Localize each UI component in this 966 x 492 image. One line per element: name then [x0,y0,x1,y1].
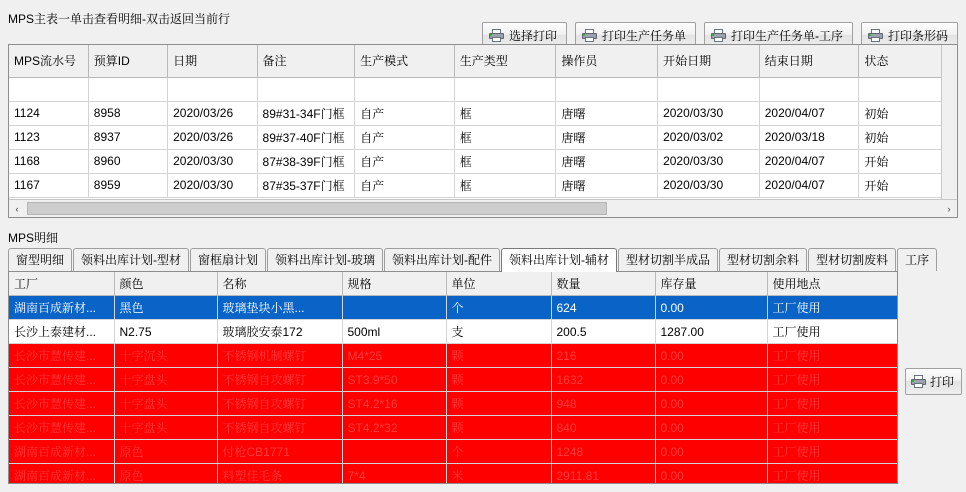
main-grid-vertical-scrollbar[interactable] [941,45,957,199]
cell: 624 [551,296,655,320]
cell: 1130 [9,77,88,101]
tab-process[interactable]: 工序 [897,248,937,271]
col-production-mode[interactable]: 生产模式 [355,45,455,77]
cell: 玻璃胶安泰172 [217,320,342,344]
cell: 200.5 [551,320,655,344]
cell: ST4.2*32 [342,416,446,440]
cell: 1168 [9,149,88,173]
cell: 948 [551,392,655,416]
page-title: MPS主表一单击查看明细-双击返回当前行 [8,12,231,26]
cell: 87#35-37F门框 [257,173,355,197]
cell: 2021/04/10 [759,77,859,101]
printer-icon [911,375,926,388]
cell: 个 [446,440,551,464]
col-factory[interactable]: 工厂 [9,272,114,296]
detail-grid[interactable] [8,271,898,484]
cell: 8958 [88,101,167,125]
cell: 框 [454,101,556,125]
cell: 框 [454,173,556,197]
detail-tabs [8,247,958,271]
col-status[interactable]: 状态 [859,45,957,77]
cell: 0.00 [655,440,767,464]
cell: 支 [446,320,551,344]
cell: 十字沉头 [114,344,217,368]
cell: 十字盘头 [114,416,217,440]
cell: 不锈钢自攻螺钉 [217,368,342,392]
main-grid-horizontal-scrollbar[interactable] [9,199,957,217]
cell: 初始 [859,101,957,125]
mps-table [9,45,957,198]
table-row[interactable] [9,125,957,149]
print-production-order-label: 打印生产任务单 [601,29,686,43]
tab-material-plan-accessories[interactable]: 领料出库计划-配件 [384,248,500,271]
cell: 1167 [9,173,88,197]
cell: 料塑佳毛条 [217,464,342,485]
cell: 0.00 [655,296,767,320]
cell: 唐曙 [556,101,658,125]
print-production-order-process-label: 打印生产任务单-工序 [730,29,843,43]
cell: 工厂使用 [767,416,897,440]
printer-icon [711,29,726,42]
mps-grid-viewport [9,45,957,199]
cell: 长沙市慧传建... [9,392,114,416]
cell: 初始 [859,125,957,149]
table-row[interactable] [9,296,897,320]
cell: 自产 [355,77,455,101]
table-row[interactable] [9,173,957,197]
cell: 湖南百成新材... [9,464,114,485]
table-row[interactable] [9,344,897,368]
print-barcode-label: 打印条形码 [887,29,948,43]
cell: 扇 [454,77,556,101]
detail-print-label: 打印 [930,375,955,389]
col-spec[interactable]: 规格 [342,272,446,296]
cell: 颗 [446,392,551,416]
cell: 0.00 [655,344,767,368]
cell: 原色 [114,464,217,485]
scroll-thumb[interactable] [27,202,607,215]
table-row[interactable] [9,464,897,485]
cell: 77#1-9F门扇 [257,77,355,101]
col-operator[interactable]: 操作员 [556,45,658,77]
cell: 自产 [355,149,455,173]
cell [342,440,446,464]
detail-print-button[interactable] [905,368,962,395]
tab-profile-cut-waste[interactable]: 型材切割废料 [808,248,896,271]
cell: 黑色 [114,296,217,320]
cell: 2020/03/30 [168,173,257,197]
cell: 0.00 [655,416,767,440]
col-stock[interactable]: 库存量 [655,272,767,296]
printer-icon [489,29,504,42]
cell: 付枪CB1771 [217,440,342,464]
cell: 2020/04/07 [759,173,859,197]
cell: 颗 [446,368,551,392]
tab-profile-cut-remainder[interactable]: 型材切割余料 [719,248,807,271]
cell: 自产 [355,101,455,125]
cell: 栗娜 [556,77,658,101]
cell: 十字盘头 [114,392,217,416]
tab-material-plan-auxiliary[interactable]: 领料出库计划-辅材 [501,248,617,272]
cell: 2020/03/18 [759,125,859,149]
cell: 工厂使用 [767,392,897,416]
cell: 2020/03/26 [168,125,257,149]
col-date[interactable]: 日期 [168,45,257,77]
cell: 长沙上泰建材... [9,320,114,344]
table-row[interactable] [9,392,897,416]
cell: 不锈钢机制螺钉 [217,344,342,368]
cell: 不锈钢自攻螺钉 [217,416,342,440]
scroll-left-arrow-icon[interactable]: ‹ [9,200,25,217]
col-unit[interactable]: 单位 [446,272,551,296]
cell: 2020/03/27 [658,77,760,101]
col-quantity[interactable]: 数量 [551,272,655,296]
table-row[interactable] [9,149,957,173]
cell: 1123 [9,125,88,149]
cell: 1632 [551,368,655,392]
cell: 2911.81 [551,464,655,485]
cell: 89#31-34F门框 [257,101,355,125]
table-row[interactable] [9,101,957,125]
cell: 8960 [88,149,167,173]
detail-section-title: MPS明细 [8,231,59,245]
cell: 1287.00 [655,320,767,344]
cell: 2020/04/07 [759,149,859,173]
cell: 长沙市慧传建... [9,416,114,440]
cell: 0.00 [655,464,767,485]
cell: N2.75 [114,320,217,344]
col-end-date[interactable]: 结束日期 [759,45,859,77]
cell: 2020/03/30 [658,101,760,125]
select-print-label: 选择打印 [508,29,557,43]
cell: 湖南百成新材... [9,440,114,464]
cell: 唐曙 [556,125,658,149]
cell: 8937 [88,125,167,149]
col-remark[interactable]: 备注 [257,45,355,77]
mps-header-row [9,45,957,77]
cell: 框 [454,125,556,149]
tab-window-frame-sash-plan[interactable]: 窗框扇计划 [190,248,266,271]
cell: 7*4 [342,464,446,485]
cell: 唐曙 [556,173,658,197]
col-production-type[interactable]: 生产类型 [454,45,556,77]
detail-header-row [9,272,897,296]
cell: 2020/04/07 [759,101,859,125]
cell: 颗 [446,344,551,368]
cell: 原色 [114,440,217,464]
cell: 框 [454,149,556,173]
cell: 开始 [859,149,957,173]
cell: 十字盘头 [114,368,217,392]
cell: 1248 [551,440,655,464]
table-row[interactable] [9,320,897,344]
cell: 工厂使用 [767,368,897,392]
cell: 玻璃垫块小黑... [217,296,342,320]
cell: 自产 [355,173,455,197]
col-mps-serial[interactable]: MPS流水号 [9,45,88,77]
cell: 长沙市慧传建... [9,368,114,392]
cell: M4*25 [342,344,446,368]
cell: 工厂使用 [767,296,897,320]
cell: 工厂使用 [767,464,897,485]
cell: 开始 [859,173,957,197]
cell: 自产 [355,125,455,149]
cell: 0.00 [655,368,767,392]
printer-icon [582,29,597,42]
col-name[interactable]: 名称 [217,272,342,296]
tab-material-plan-glass[interactable]: 领料出库计划-玻璃 [267,248,383,271]
cell: 840 [551,416,655,440]
scroll-right-arrow-icon[interactable]: › [941,200,957,217]
cell: 工厂使用 [767,440,897,464]
table-row[interactable] [9,416,897,440]
cell: 唐曙 [556,149,658,173]
table-row[interactable] [9,77,957,101]
cell: 89#37-40F门框 [257,125,355,149]
cell [342,296,446,320]
table-row[interactable] [9,440,897,464]
cell: 湖南百成新材... [9,296,114,320]
cell: 8959 [88,173,167,197]
cell: 2020/03/27 [168,77,257,101]
tab-profile-cut-semifinished[interactable]: 型材切割半成品 [618,248,718,271]
cell: 米 [446,464,551,485]
cell: 2020/03/02 [658,125,760,149]
tab-material-plan-profile[interactable]: 领料出库计划-型材 [73,248,189,271]
printer-icon [868,29,883,42]
cell: 个 [446,296,551,320]
mps-main-grid[interactable] [8,44,958,218]
col-color[interactable]: 颜色 [114,272,217,296]
cell: 2020/03/30 [658,149,760,173]
cell: 长沙市慧传建... [9,344,114,368]
cell: 1124 [9,101,88,125]
cell: 500ml [342,320,446,344]
col-budget-id[interactable]: 预算ID [88,45,167,77]
cell: 工厂使用 [767,320,897,344]
cell: 9923 [88,77,167,101]
cell: ST3.9*50 [342,368,446,392]
cell: 2020/03/26 [168,101,257,125]
table-row[interactable] [9,368,897,392]
cell: 216 [551,344,655,368]
detail-table [9,272,898,484]
cell: ST4.2*16 [342,392,446,416]
cell: 初始 [859,77,957,101]
cell: 0.00 [655,392,767,416]
col-usage-location[interactable]: 使用地点 [767,272,897,296]
cell: 颗 [446,416,551,440]
col-start-date[interactable]: 开始日期 [658,45,760,77]
cell: 2020/03/30 [168,149,257,173]
cell: 工厂使用 [767,344,897,368]
cell: 87#38-39F门框 [257,149,355,173]
cell: 2020/03/30 [658,173,760,197]
cell: 不锈钢自攻螺钉 [217,392,342,416]
tab-window-details[interactable]: 窗型明细 [8,248,72,271]
